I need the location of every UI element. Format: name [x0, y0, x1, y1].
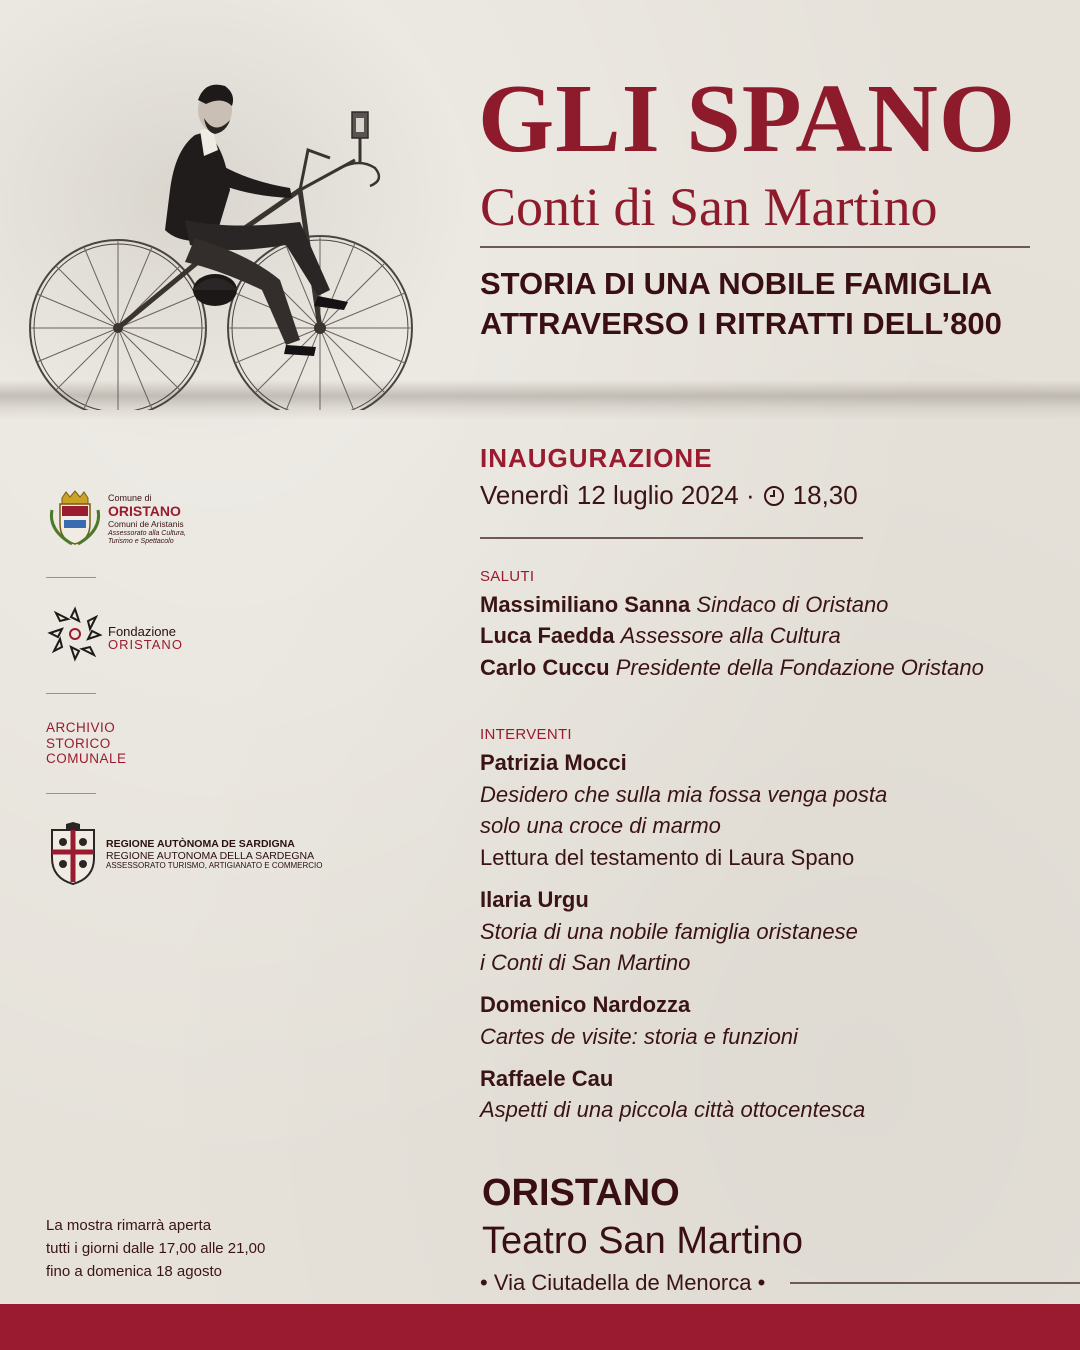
comune-line1: Comune di	[108, 493, 152, 503]
venue-name: Teatro San Martino	[482, 1220, 804, 1262]
talk-extra: Lettura del testamento di Laura Spano	[480, 845, 855, 870]
main-subtitle: Conti di San Martino	[480, 177, 938, 237]
venue-divider	[790, 1282, 1080, 1284]
fondazione-star-logo-icon	[46, 605, 104, 663]
talk-title-line: Storia di una nobile famiglia oristanese	[480, 919, 858, 944]
footer-band	[0, 1304, 1080, 1350]
greeting-role: Assessore alla Cultura	[620, 623, 841, 648]
greeting-role: Sindaco di Oristano	[696, 592, 889, 617]
talk-speaker: Patrizia Mocci	[480, 750, 627, 775]
archivio-line2: STORICO	[46, 735, 111, 751]
regione-text	[106, 839, 322, 871]
comune-line3: Comuni de Aristanis	[108, 519, 184, 529]
greeting-name: Massimiliano Sanna	[480, 592, 691, 617]
inauguration-label: INAUGURAZIONE	[480, 443, 713, 473]
logo-divider	[46, 793, 96, 794]
talk-title-line: i Conti di San Martino	[480, 950, 691, 975]
clock-icon	[763, 485, 785, 507]
main-title: GLI SPANO	[478, 65, 1017, 173]
venue-address: • Via Ciutadella de Menorca •	[480, 1270, 766, 1295]
fondazione-line1: Fondazione	[108, 624, 176, 639]
note-line2: tutti i giorni dalle 17,00 alle 21,00	[46, 1240, 266, 1257]
inauguration-date: Venerdì 12 luglio 2024 ·	[480, 480, 755, 510]
comune-oristano-logo	[46, 490, 216, 550]
comune-line4: Assessorato alla Cultura, Turismo e Spettacolo	[108, 529, 186, 545]
exhibition-subtitle	[480, 264, 1060, 345]
archivio-line1: ARCHIVIO	[46, 720, 116, 735]
opening-hours-note	[46, 1214, 265, 1283]
fondazione-oristano-logo	[46, 605, 206, 665]
talk-title-line: Aspetti di una piccola città ottocentesca	[480, 1097, 866, 1122]
comune-text	[108, 494, 208, 546]
fondazione-line2: ORISTANO	[108, 637, 183, 652]
regione-line2: REGIONE AUTONOMA DELLA SARDEGNA	[106, 849, 315, 862]
comune-line2: ORISTANO	[108, 503, 181, 519]
subtitle-line-2: ATTRAVERSO I RITRATTI DELL’800	[480, 306, 1002, 342]
vintage-velocipede-rider-photo	[0, 40, 470, 410]
inauguration-datetime	[480, 480, 858, 511]
logo-divider	[46, 693, 96, 694]
note-line1: La mostra rimarrà aperta	[46, 1217, 212, 1234]
logo-divider	[46, 577, 96, 578]
greeting-row	[480, 592, 888, 618]
oristano-coat-of-arms-icon	[46, 490, 104, 548]
sardinia-coat-of-arms-icon	[46, 822, 100, 886]
greeting-row	[480, 655, 984, 681]
talk-title-line: Cartes de visite: storia e funzioni	[480, 1024, 798, 1049]
greeting-row	[480, 623, 841, 649]
greeting-name: Luca Faedda	[480, 623, 615, 648]
title-divider	[480, 246, 1030, 248]
talks-label: INTERVENTI	[480, 726, 572, 743]
greeting-role: Presidente della Fondazione Oristano	[615, 655, 984, 680]
greeting-name: Carlo Cuccu	[480, 655, 610, 680]
venue-city: ORISTANO	[482, 1172, 680, 1214]
talk-speaker: Domenico Nardozza	[480, 992, 691, 1017]
talk-title-line: solo una croce di marmo	[480, 813, 721, 838]
inauguration-divider	[480, 537, 863, 539]
greetings-label: SALUTI	[480, 568, 535, 585]
talk-speaker: Raffaele Cau	[480, 1066, 614, 1091]
regione-line3: ASSESSORATO TURISMO, ARTIGIANATO E COMMERCIO	[106, 861, 323, 871]
talk-title-line: Desidero che sulla mia fossa venga posta	[480, 782, 888, 807]
regione-sardegna-logo	[46, 822, 336, 887]
note-line3: fino a domenica 18 agosto	[46, 1263, 222, 1280]
archivio-storico-logo	[46, 720, 166, 767]
subtitle-line-1: STORIA DI UNA NOBILE FAMIGLIA	[480, 266, 993, 301]
archivio-line3: COMUNALE	[46, 751, 127, 767]
regione-line1: REGIONE AUTÒNOMA DE SARDIGNA	[106, 838, 295, 850]
talk-speaker: Ilaria Urgu	[480, 887, 589, 912]
inauguration-time: 18,30	[792, 480, 858, 510]
